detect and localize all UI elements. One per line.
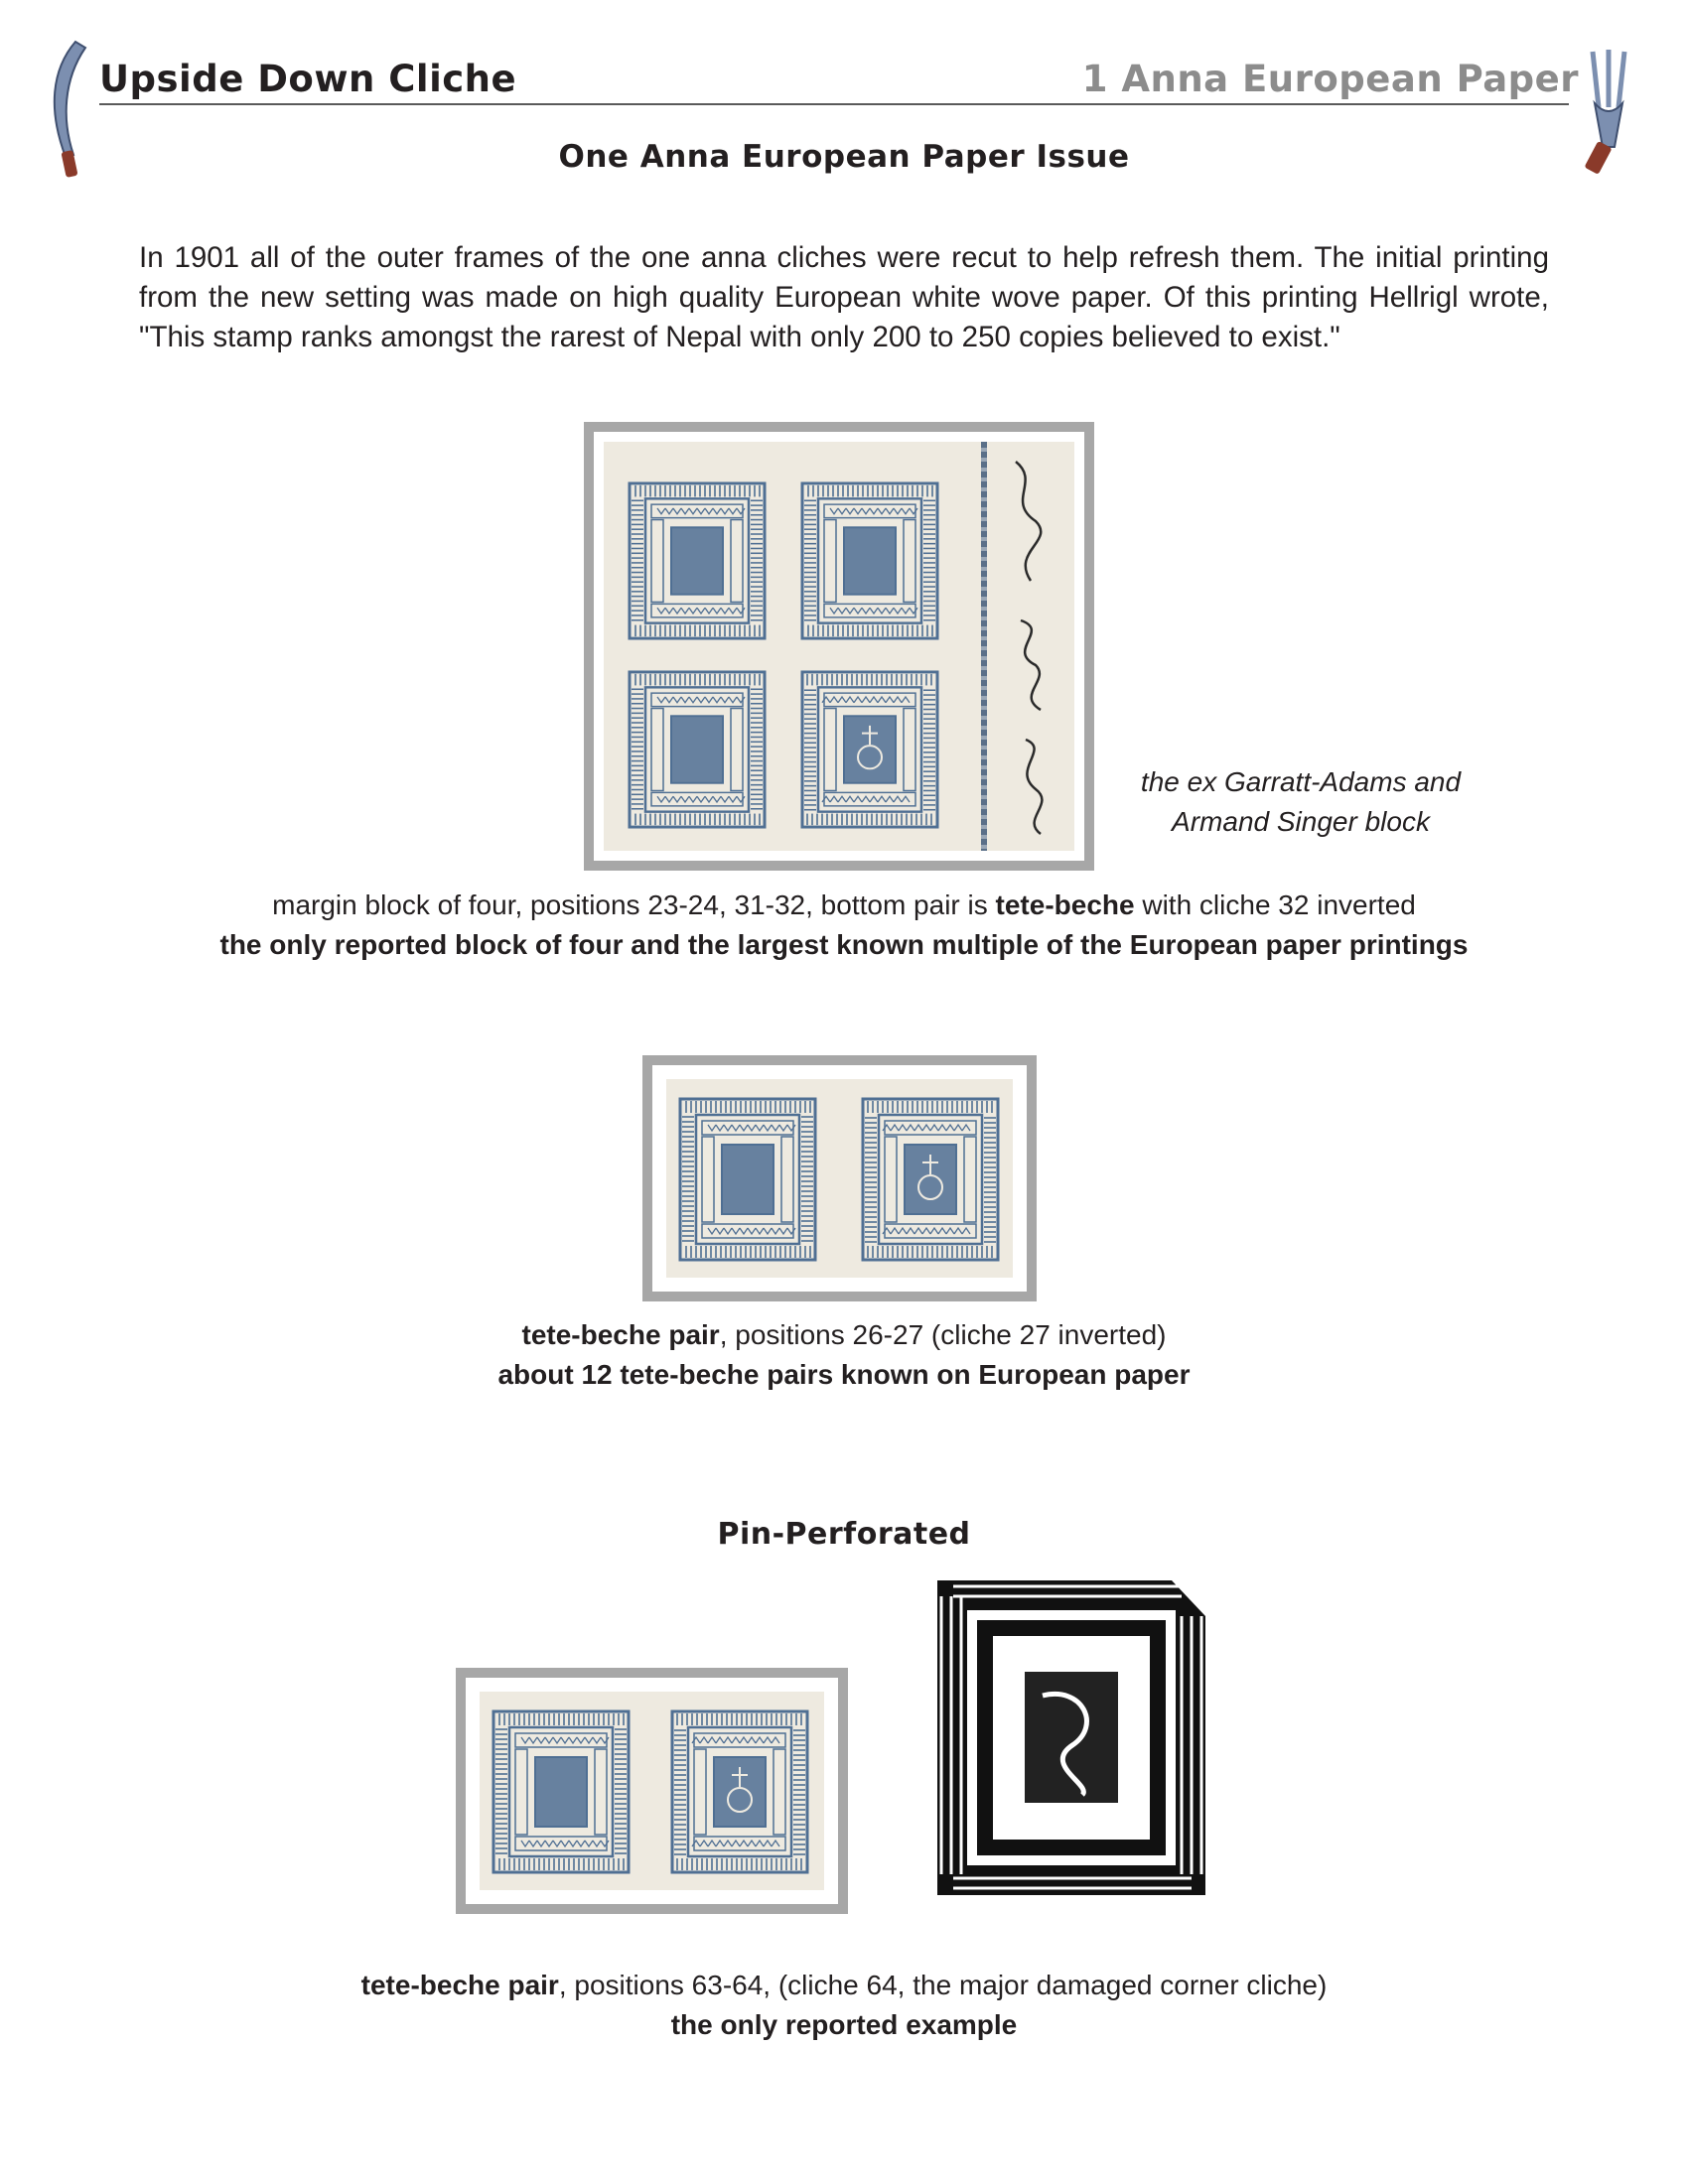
header-right-title: 1 Anna European Paper xyxy=(1081,58,1579,100)
pair-26-27-caption-line2: about 12 tete-beche pairs known on European paper xyxy=(497,1359,1191,1390)
block-of-four-caption xyxy=(0,886,1688,965)
pair-63-64-caption-line1: tete-beche pair, positions 63-64, (cliche 64, the major damaged corner cliche) xyxy=(360,1970,1328,2000)
margin-handwriting xyxy=(996,452,1065,839)
pair-63-64-caption xyxy=(0,1966,1688,2045)
stamp-position-23 xyxy=(628,481,767,640)
pair-26-27-frame xyxy=(642,1055,1037,1301)
stamp-position-64-inverted xyxy=(670,1709,809,1874)
pair-63-64-frame xyxy=(456,1668,848,1914)
pair-26-27-caption xyxy=(0,1315,1688,1395)
stamp-position-24 xyxy=(800,481,939,640)
block-of-four-caption-line1: margin block of four, positions 23-24, 31-32, bottom pair is tete-beche with cliche 32 inverted xyxy=(272,889,1416,920)
tete-beche-term: tete-beche xyxy=(995,889,1135,920)
block-of-four-caption-line2: the only reported block of four and the largest known multiple of the European paper printings xyxy=(219,929,1469,960)
stamp-position-63 xyxy=(492,1709,631,1874)
stamp-position-26 xyxy=(678,1097,817,1262)
damaged-cliche-enlargement xyxy=(933,1576,1209,1899)
margin-perforation-line xyxy=(981,442,987,851)
pair-26-27-caption-line1: tete-beche pair, positions 26-27 (cliche 27 inverted) xyxy=(521,1319,1167,1350)
stamp-position-31 xyxy=(628,670,767,829)
block-of-four-frame xyxy=(584,422,1094,871)
block-provenance-note: the ex Garratt-Adams and Armand Singer block xyxy=(1140,766,1462,837)
block-of-four-paper xyxy=(604,442,1074,851)
stamp-position-27-inverted xyxy=(861,1097,1000,1262)
pair-63-64-caption-line2: the only reported example xyxy=(670,2009,1018,2040)
pair-63-64-paper xyxy=(480,1692,824,1890)
page-title: One Anna European Paper Issue xyxy=(558,139,1130,175)
pair-26-27-paper xyxy=(666,1079,1013,1278)
pin-perforated-title: Pin-Perforated xyxy=(717,1517,971,1552)
intro-paragraph: In 1901 all of the outer frames of the one anna cliches were recut to help refresh them. The initial printing from the new setting was made on high quality European white wove paper. Of this printing Hellrigl wrote, "This stamp ranks amongst the rarest of Nepal with only 200 to 250 copies believed to exist." xyxy=(139,241,1549,353)
header-rule xyxy=(99,103,1569,105)
header-left-title: Upside Down Cliche xyxy=(99,58,517,100)
stamp-position-32-inverted xyxy=(800,670,939,829)
